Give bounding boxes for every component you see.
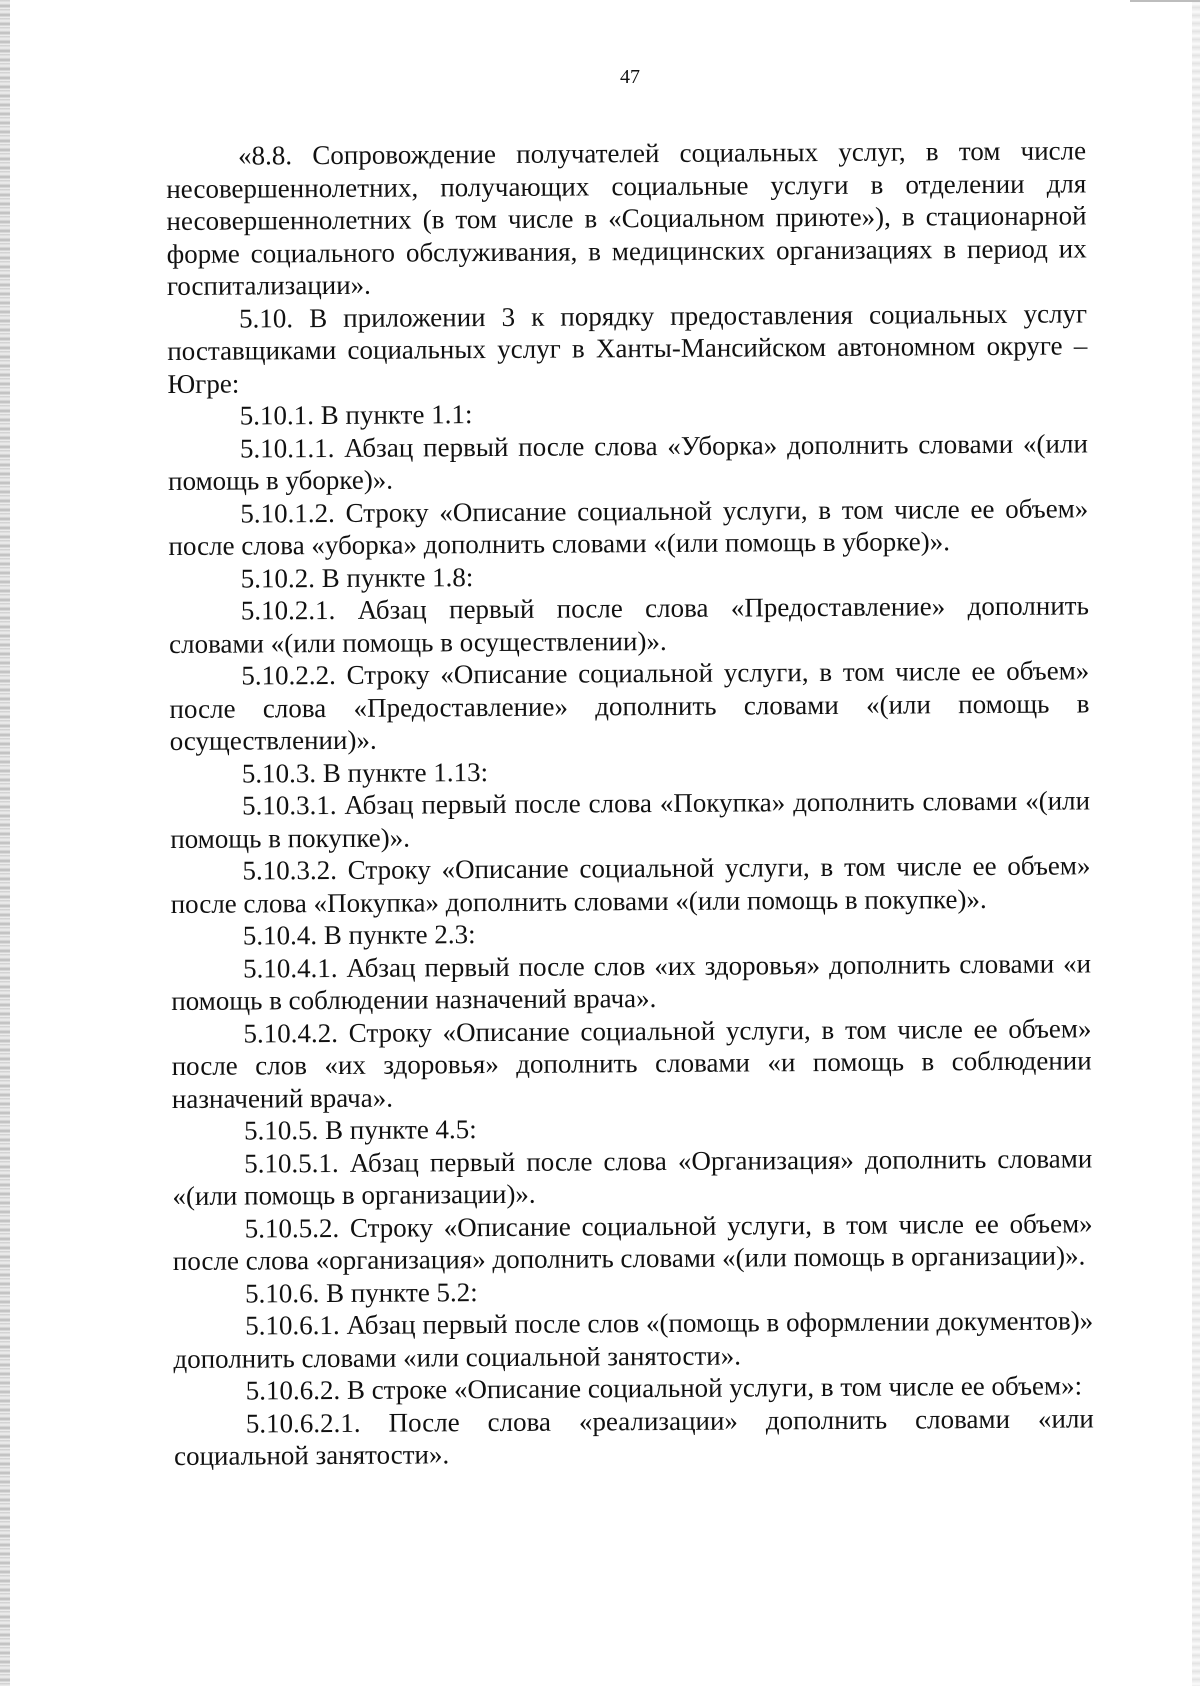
paragraph-5-10-2-2: 5.10.2.2. Строку «Описание социальной услуги, в том числе ее объем» после слова «Предоставление» дополнить словами «(или помощь в осуществлении)». [169,655,1090,756]
paragraph-5-10-2: 5.10.2. В пункте 1.8: [240,561,474,594]
paragraph-5-10-4-2: 5.10.4.2. Строку «Описание социальной услуги, в том числе ее объем» после слов «их здоровья» дополнить словами «и помощь в соблюдении назначений врача». [171,1012,1092,1114]
scan-top-rule [1130,0,1200,2]
paragraph-8-8: «8.8. Сопровождение получателей социальных услуг, в том числе несовершеннолетних, получающих социальные услуги в отделении для несовершеннолетних (в том числе в «Социальном приюте»), в стационарной форме социального обслуживания, в медицинских организациях в период их госпитализации». [166,135,1087,301]
paragraph-5-10-4: 5.10.4. В пункте 2.3: [242,919,476,951]
paragraph-5-10-6-2-1: 5.10.6.2.1. После слова «реализации» дополнить словами «или социальной занятости». [173,1402,1094,1471]
paragraph-5-10-6-1: 5.10.6.1. Абзац первый после слов «(помощь в оформлении документов)» дополнить словами «или социальной занятости». [173,1305,1094,1374]
paragraph-5-10-1: 5.10.1. В пункте 1.1: [239,399,473,431]
paragraph-5-10-2-1: 5.10.2.1. Абзац первый после слова «Предоставление» дополнить словами «(или помощь в осуществлении)». [168,590,1089,659]
paragraph-5-10-6-2: 5.10.6.2. В строке «Описание социальной услуги, в том числе ее объем»: [245,1370,1083,1406]
paragraph-5-10-5-1: 5.10.5.1. Абзац первый после слова «Организация» дополнить словами «(или помощь в организации)». [172,1142,1093,1211]
paragraph-5-10-3: 5.10.3. В пункте 1.13: [241,756,489,789]
document-body [166,134,1094,1472]
paragraph-5-10-3-2: 5.10.3.2. Строку «Описание социальной услуги, в том числе ее объем» после слова «Покупка» дополнить словами «(или помощь в покупке)». [170,850,1091,919]
paragraph-5-10-3-1: 5.10.3.1. Абзац первый после слова «Покупка» дополнить словами «(или помощь в покупке)». [170,785,1091,854]
paragraph-5-10-4-1: 5.10.4.1. Абзац первый после слов «их здоровья» дополнить словами «и помощь в соблюдении назначений врача». [171,947,1092,1016]
paragraph-5-10-5: 5.10.5. В пункте 4.5: [243,1114,477,1146]
paragraph-5-10-6: 5.10.6. В пункте 5.2: [244,1276,478,1309]
page-number: 47 [620,66,640,88]
paragraph-5-10: 5.10. В приложении 3 к порядку предоставления социальных услуг поставщиками социальных услуг в Ханты-Мансийском автономном округе – Югре: [167,297,1088,399]
scan-edge-left [0,0,10,1686]
paragraph-5-10-1-1: 5.10.1.1. Абзац первый после слова «Уборка» дополнить словами «(или помощь в уборке)». [167,427,1088,496]
scan-edge-right [1192,0,1200,1686]
paragraph-5-10-5-2: 5.10.5.2. Строку «Описание социальной услуги, в том числе ее объем» после слова «организация» дополнить словами «(или помощь в организации)». [172,1207,1093,1276]
paragraph-5-10-1-2: 5.10.1.2. Строку «Описание социальной услуги, в том числе ее объем» после слова «уборка» дополнить словами «(или помощь в уборке)». [168,492,1089,561]
